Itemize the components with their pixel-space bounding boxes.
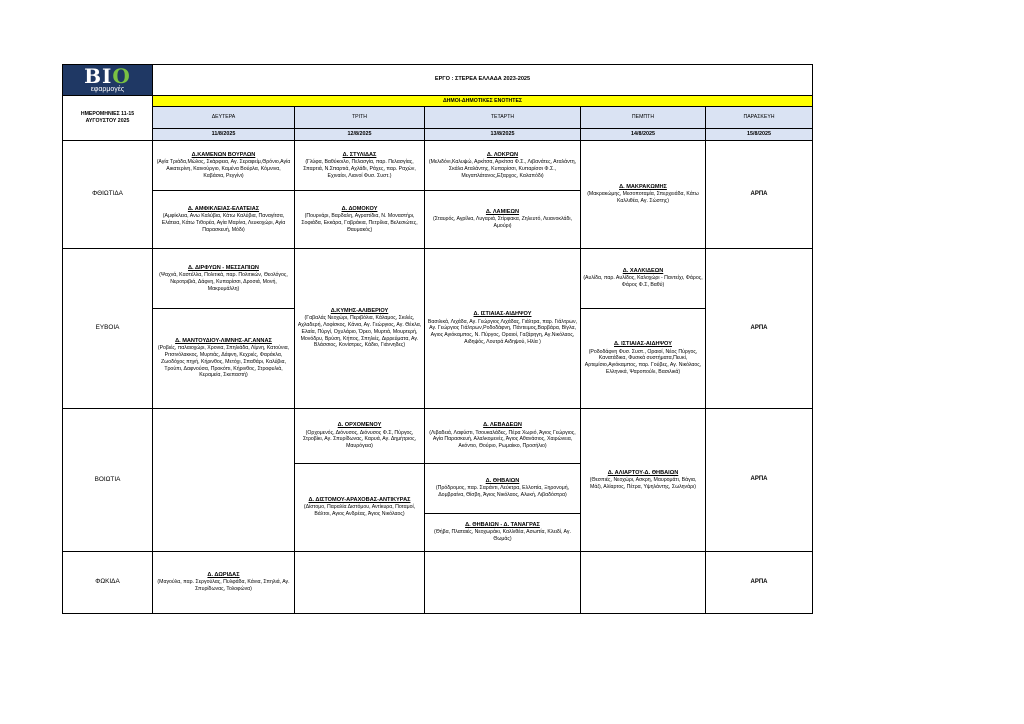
day-thursday: ΠΕΜΠΤΗ <box>581 107 706 129</box>
empty-cell <box>425 552 581 614</box>
empty-cell <box>581 552 706 614</box>
date-wednesday: 13/8/2025 <box>425 129 581 141</box>
municipality-name: Δ. ΙΣΤΙΑΙΑΣ-ΑΙΔΗΨΟΥ <box>473 311 532 318</box>
empty-cell <box>153 409 295 552</box>
arpa-viotia: ΑΡΠΑ <box>706 409 813 552</box>
municipality-name: Δ. ΛΑΜΙΕΩΝ <box>485 209 520 216</box>
municipality-cell <box>581 249 706 309</box>
municipality-name: Δ. ΜΑΝΤΟΥΔΙΟΥ-ΛΙΜΝΗΣ-ΑΓ.ΑΝΝΑΣ <box>175 337 272 344</box>
municipality-name: Δ. ΛΕΒΑΔΕΩΝ <box>483 422 522 429</box>
municipality-cell <box>425 464 581 514</box>
municipality-areas: (Ορχομενός, Διόνυσος, Διόνυσος Φ.Σ, Πύργος, Στροβίκι, Αγ. Σπυρίδωνας, Καρυά, Αγ. Δημήτριος, Μαυρόγεια) <box>302 429 417 449</box>
municipality-areas: (Σταυρός, Αγρίλια, Λυγαριά, Στίρφακα, Ζηλευτό, Λειανοκλάδι, Αμούρι) <box>433 216 572 230</box>
arpa-fthiotida: ΑΡΠΑ <box>706 141 813 249</box>
municipality-areas: (Λιβαδειά, Λαφύστι, Τσουκαλάδες, Πέρα Χωριό, Άγιος Γεώργιος, Αγία Παρασκευή, Αλαλκομενές, Άγιος Αθανάσιος, Χαιρώνεια, Ακόντιο, Θούριο, Ρωμαίικο, Προσήλιο) <box>429 429 576 449</box>
municipality-name: Δ. ΔΩΡΙΔΑΣ <box>207 572 240 579</box>
municipality-name: Δ.ΚΑΜΕΝΩΝ ΒΟΥΡΛΩΝ <box>191 151 256 158</box>
municipality-areas: (Ψαχνά, Καστέλλα, Πολιτικά, παρ. Πολιτικών, Θεολόγος, Νεροτριβιά, Δάφνη, Κυπαρίσσι, Δροσιά, Μονή, Μακρυμάλλη) <box>159 272 288 292</box>
municipality-cell <box>153 141 295 191</box>
region-viotia: ΒΟΙΩΤΙΑ <box>63 409 153 552</box>
units-label: ΔΗΜΟΙ-ΔΗΜΟΤΙΚΕΣ ΕΝΟΤΗΤΕΣ <box>153 96 813 107</box>
municipality-areas: (Αυλίδα, παρ. Αυλίδος, Καλοχώρι - Παντείχι, Φάρος, Φάρος Φ.Σ, Βαθύ) <box>583 275 703 289</box>
logo-subtitle: εφαρμογές <box>90 86 125 93</box>
municipality-name: Δ. ΟΡΧΟΜΕΝΟΥ <box>337 422 382 429</box>
date-tuesday: 12/8/2025 <box>295 129 425 141</box>
municipality-name: Δ. ΘΗΒΑΙΩΝ - Δ. ΤΑΝΑΓΡΑΣ <box>465 522 540 529</box>
municipality-areas: (Θήβα, Πλαταιές, Νεοχωράκι, Καλλιθέα, Ασωπία, Κλειδί, Αγ. Θωμάς) <box>434 529 571 543</box>
region-fokida: ΦΩΚΙΔΑ <box>63 552 153 614</box>
municipality-areas: (Μαγούλα, παρ. Σεργούλας, Πυλφάδα, Κάνια, Σπηλιά, Αγ. Σπυρίδωνας, Τολοφώνα) <box>157 579 290 593</box>
date-friday: 15/8/2025 <box>706 129 813 141</box>
municipality-areas: (Ροβιές, παλαιοχώρι, Χρονια, Σπηλιάδα, Λίμνη, Κατούνια, Ριτσινόλακκος, Μυρτιάς, Δάφνη, Κεχριές, Φαράκλα, Ζωοδόχος πηγή, Κήρινθος, Μετόχι, Σπαθάρι, Καλύβια, Τρούπι, Δαφνούσα, Προκόπι, Κήρινθος, Στροφυλιά, Κεραμεία, Σκεπαστή) <box>157 345 290 379</box>
municipality-areas: (Πρόδρομος, παρ. Σαράντι, Λεύκτρα, Ελλοπία, Ξηρονομή, Δομβραίνα, Θίσβη, Άγιος Νικόλαος, Αλυκή, Λιβαδόστρα) <box>435 485 570 499</box>
region-evia: ΕΥΒΟΙΑ <box>63 249 153 409</box>
municipality-cell <box>425 514 581 552</box>
municipality-areas: (Γλύφα, Βαθύκοιλο, Πελασγία, παρ. Πελασγίας, Σπαρτιά, Ν.Σπαρτιά, Αχλάδι, Ράχες, παρ. Ραχών, Εχιναίοι, Λιανοί Φυσ. Συστ.) <box>303 159 416 179</box>
municipality-name: Δ. ΔΙΣΤΟΜΟΥ-ΑΡΑΧΟΒΑΣ-ΑΝΤΙΚΥΡΑΣ <box>308 497 411 504</box>
region-fthiotida: ΦΘΙΩΤΙΔΑ <box>63 141 153 249</box>
municipality-areas: (Πουρνάρι, Βαρδαλη, Αγραπίδια, Ν. Μοναστήρι, Σοφιάδα, Εκκάρα, Γαβράκια, Πετρίλια, Βελεσιώτες, Θαυμακός) <box>301 213 418 233</box>
municipality-areas: (Αγία Τριάδα,Μώλος, Σκάρφεια, Αγ. Σεραφείμ,Θρόνιο,Αγία Αικατερίνη, Καινούργιο, Καμένα Βούρλα, Κόμνινα, Καβάσια, Ρεγγίνι) <box>156 159 291 179</box>
municipality-name: Δ. ΘΗΒΑΙΩΝ <box>485 478 520 485</box>
schedule-sheet <box>62 64 812 614</box>
municipality-cell <box>425 409 581 464</box>
municipality-name: Δ. ΑΛΙΑΡΤΟΥ-Δ. ΘΗΒΑΙΩΝ <box>607 469 679 476</box>
municipality-cell <box>295 409 425 464</box>
logo-brand-o: O <box>112 64 131 88</box>
day-tuesday: ΤΡΙΤΗ <box>295 107 425 129</box>
arpa-evia: ΑΡΠΑ <box>706 249 813 409</box>
municipality-name: Δ. ΣΤΥΛΙΔΑΣ <box>342 151 377 158</box>
municipality-cell <box>425 191 581 249</box>
company-logo <box>63 65 153 96</box>
project-title: ΕΡΓΟ : ΣΤΕΡΕΑ ΕΛΛΑΔΑ 2023-2025 <box>153 65 813 96</box>
municipality-name: Δ. ΔΙΡΦΥΩΝ - ΜΕΣΣΑΠΙΩΝ <box>188 264 259 271</box>
day-friday: ΠΑΡΑΣΚΕΥΗ <box>706 107 813 129</box>
municipality-areas: (Γαβαλάς Νεοχώρι, Περιβόλια, Κάλαμος, Σκιλές, Αχλαδερή, Λοφίσκος, Κάνια, Αγ. Γεώργιος, Αγ. Θέκλα, Ελαία, Πύργί, Οχυλάριο, Όρεο, Μυρτιά, Μουρτερή, Μονόδρυ, Βρύση, Κήπος, Σπηλιές, Διρρεύματα, Αγ. Βλάσσιος, Κονίστρες, Κάδιο, Γιάννηδες) <box>297 315 422 349</box>
municipality-cell <box>295 464 425 552</box>
date-monday: 11/8/2025 <box>153 129 295 141</box>
municipality-name: Δ.ΚΥΜΗΣ-ΑΛΙΒΕΡΙΟΥ <box>330 307 389 314</box>
municipality-name: Δ. ΛΟΚΡΩΝ <box>486 151 519 158</box>
municipality-cell <box>153 309 295 409</box>
empty-cell <box>295 552 425 614</box>
municipality-cell <box>153 191 295 249</box>
municipality-areas: (Αμφίκλεια, Ανω Καλύβια, Κάτω Καλύβια, Παναγίτσα, Ελάτεια, Κάτω Τιθορέα, Αγία Μαρίνα, Λευκοχώρι, Αγία Παρασκευή, Μόδι) <box>161 213 286 233</box>
municipality-name: Δ. ΜΑΚΡΑΚΩΜΗΣ <box>619 184 667 191</box>
municipality-name: Δ. ΧΑΛΚΙΔΕΩΝ <box>622 268 664 275</box>
municipality-cell <box>425 141 581 191</box>
municipality-name: Δ. ΑΜΦΙΚΛΕΙΑΣ-ΕΛΑΤΕΙΑΣ <box>187 205 260 212</box>
municipality-cell <box>153 249 295 309</box>
municipality-areas: (Θεσπιές, Νεοχώρι, Ασκρη, Μαυρομάτι, Βάγια, Μάζι, Αλίαρτος, Πέτρα, Υψηλάντης, Σωληνάρι) <box>589 476 697 490</box>
municipality-areas: (Μακρακώμης, Μεσοποταμία, Σπερχειάδα, Κάτω Καλλιθέα, Αγ. Σώστης) <box>587 191 699 205</box>
municipality-cell <box>295 249 425 409</box>
dates-label: ΗΜΕΡΟΜΗΝΙΕΣ 11-15 ΑΥΓΟΥΣΤΟΥ 2025 <box>63 96 153 141</box>
municipality-cell <box>295 191 425 249</box>
municipality-cell <box>581 141 706 249</box>
municipality-name: Δ. ΙΣΤΙΑΙΑΣ-ΑΙΔΗΨΟΥ <box>614 341 672 348</box>
municipality-areas: (Μελιδόνι,Καλυψώ, Αρκίτσα, Αρκίτσα Φ.Σ., Λιβανάτες, Αταλάντη, Σκάλα Αταλάντης, Κυπαρίσσι, Κυπαρίσσι Φ.Σ., Μεγαπλάτανος,Εξαρχος, Καλαπόδι) <box>428 159 577 179</box>
municipality-name: Δ. ΔΟΜΟΚΟΥ <box>341 205 378 212</box>
schedule-table <box>62 64 813 614</box>
day-monday: ΔΕΥΤΕΡΑ <box>153 107 295 129</box>
municipality-areas: (Δίστομο, Παραλία Διστόμου, Αντίκυρα, Ποταμοί, Βάλτοι, Αγιος Ανδρέας, Άγιος Νικόλαος) <box>303 504 416 518</box>
municipality-cell <box>581 409 706 552</box>
municipality-cell <box>581 309 706 409</box>
municipality-cell <box>425 249 581 409</box>
municipality-areas: Βασιλικά, Λιχάδα, Αγ. Γεώργιος Λιχάδας, Γιάλτρα, παρ. Γιάλτρων, Αγ. Γεώργιος Γιάλτρων,Ροδοδάφνη, Πάντειμος,Βαρβάρα, Βίγλα, Αγιος Αγιόκαμπος, Ν. Πύργος, Οραιοί, Γαζάρηγη, Αγ.Νικόλαος, Αιδηψός, Λουτρά Αιδηψού, Ηλία ) <box>427 318 578 345</box>
day-wednesday: ΤΕΤΑΡΤΗ <box>425 107 581 129</box>
logo-brand: BI <box>84 64 113 88</box>
municipality-areas: (Ροδοδάφνη Φυσ. Συστ., Οραιοί, Νέος Πύργος, Κανατάδικα, Φυσικά συστήματα,Πευκί, Αρτεμίσιο,Αγιόκαμπος, παρ. Γούβες, Αγ. Νικόλαος, Ελληνικά, Ψαροπούλι, Βασιλικά) <box>584 348 702 375</box>
municipality-cell <box>295 141 425 191</box>
date-thursday: 14/8/2025 <box>581 129 706 141</box>
arpa-fokida: ΑΡΠΑ <box>706 552 813 614</box>
municipality-cell <box>153 552 295 614</box>
